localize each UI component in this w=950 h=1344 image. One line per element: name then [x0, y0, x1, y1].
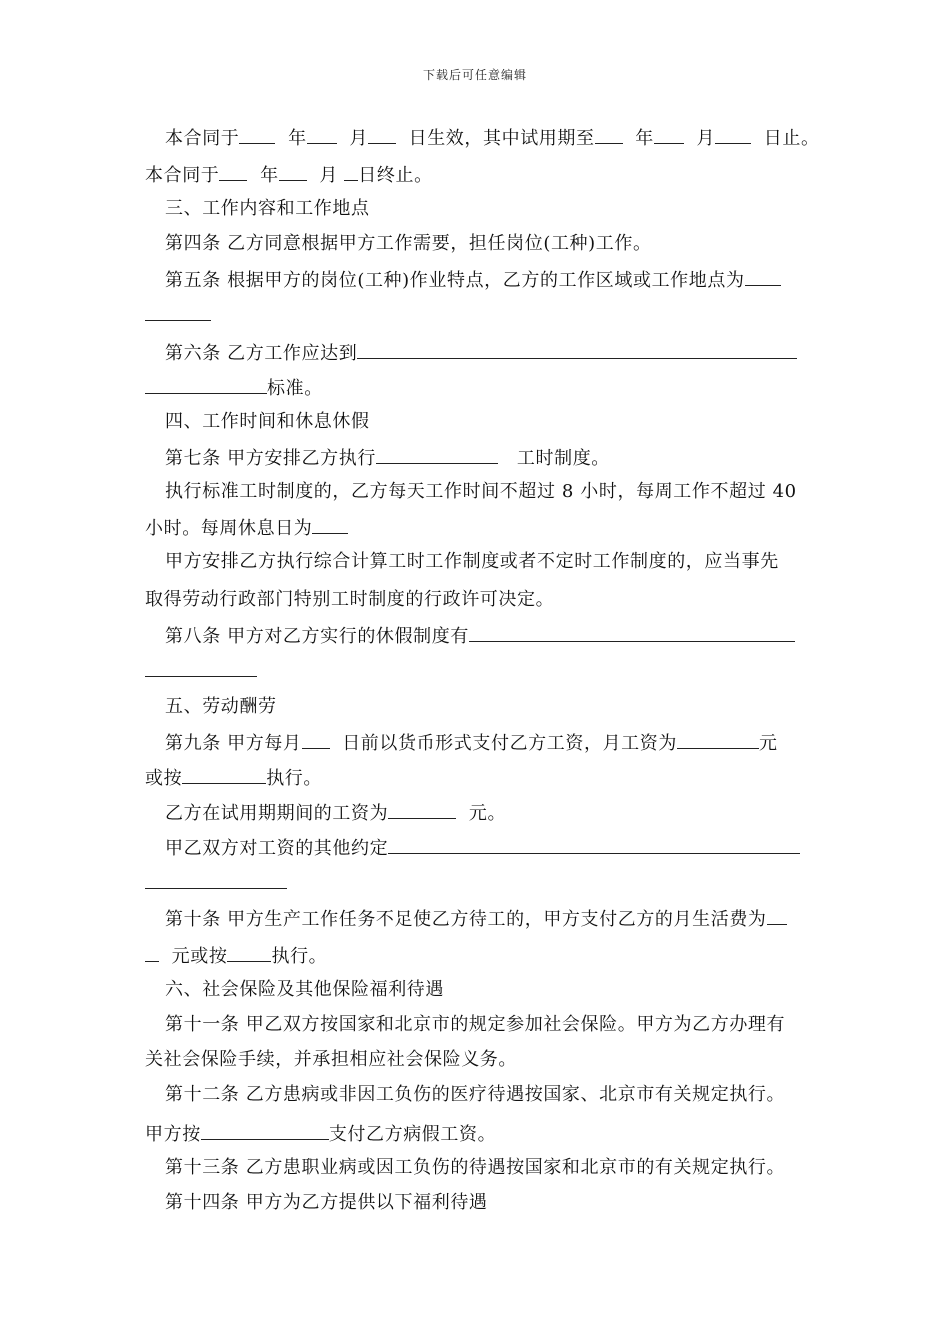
text-segment: 月 [349, 128, 368, 149]
text-segment: 年 [288, 128, 307, 149]
text-segment: 月 [319, 165, 338, 186]
blank-field[interactable] [219, 163, 247, 181]
other-wage-agreement [165, 836, 800, 860]
blank-field[interactable] [279, 163, 307, 181]
blank-field[interactable] [654, 126, 684, 144]
rest-day-text [145, 516, 348, 540]
blank-field[interactable] [767, 907, 787, 925]
article-12: 第十二条 乙方患病或非因工负伤的医疗待遇按国家、北京市有关规定执行。 [165, 1084, 786, 1105]
blank-field[interactable] [145, 303, 211, 321]
blank-field[interactable] [376, 446, 498, 464]
text-segment: 本合同于 [145, 165, 220, 186]
section-heading-6: 六、社会保险及其他保险福利待遇 [165, 979, 444, 1000]
text-segment: 工时制度。 [516, 448, 610, 469]
text-segment: 月 [696, 128, 716, 149]
text-segment: 支付乙方病假工资。 [328, 1124, 497, 1145]
article-11-continuation: 关社会保险手续，并承担相应社会保险义务。 [145, 1049, 517, 1070]
article-8-continuation [145, 659, 257, 683]
blank-field[interactable] [344, 163, 358, 181]
other-wage-continuation [145, 871, 287, 895]
text-segment: 第七条 甲方安排乙方执行 [165, 448, 376, 469]
text-segment: 甲乙双方对工资的其他约定 [165, 838, 389, 859]
article-12-continuation [145, 1122, 496, 1146]
blank-field[interactable] [201, 1122, 329, 1140]
blank-field[interactable] [227, 944, 271, 962]
text-segment: 甲方按 [145, 1124, 201, 1145]
section-heading-5: 五、劳动酬劳 [165, 696, 277, 717]
article-5 [165, 268, 781, 292]
blank-field[interactable] [145, 871, 287, 889]
text-segment: 第九条 甲方每月 [165, 733, 302, 754]
probation-wage [165, 801, 506, 825]
section-heading-3: 三、工作内容和工作地点 [165, 198, 370, 219]
article-10-continuation [145, 944, 327, 968]
article-7 [165, 446, 610, 470]
text-segment: 日生效，其中试用期至 [408, 128, 595, 149]
text-segment: 日终止。 [358, 165, 433, 186]
text-segment: 日止。 [763, 128, 820, 149]
article-13: 第十三条 乙方患职业病或因工负伤的待遇按国家和北京市的有关规定执行。 [165, 1157, 786, 1178]
blank-field[interactable] [145, 376, 267, 394]
text-segment: 执行。 [271, 946, 328, 967]
article-9-continuation [145, 766, 322, 790]
clause-effective-date [165, 126, 820, 150]
blank-field[interactable] [357, 341, 797, 359]
text-segment: 年 [260, 165, 279, 186]
article-5-continuation [145, 303, 211, 327]
clause-termination-date [145, 163, 433, 187]
text-segment: 年 [635, 128, 654, 149]
article-4: 第四条 乙方同意根据甲方工作需要，担任岗位(工种)工作。 [165, 233, 652, 254]
article-10 [165, 907, 787, 931]
article-6 [165, 341, 797, 365]
blank-field[interactable] [745, 268, 781, 286]
article-8 [165, 624, 795, 648]
article-6-continuation [145, 376, 323, 400]
section-heading-4: 四、工作时间和休息休假 [165, 411, 370, 432]
comprehensive-hours-text: 甲方安排乙方执行综合计算工时工作制度或者不定时工作制度的，应当事先 [165, 551, 779, 572]
text-segment: 日前以货币形式支付乙方工资，月工资为 [342, 733, 677, 754]
blank-field[interactable] [388, 836, 800, 854]
blank-field[interactable] [715, 126, 751, 144]
text-segment: 小时。每周休息日为 [145, 518, 313, 539]
text-segment: 或按 [145, 768, 183, 789]
article-11: 第十一条 甲乙双方按国家和北京市的规定参加社会保险。甲方为乙方办理有 [165, 1014, 786, 1035]
page-header: 下载后可任意编辑 [422, 68, 527, 82]
text-segment: 第六条 乙方工作应达到 [165, 343, 358, 364]
blank-field[interactable] [302, 731, 330, 749]
blank-field[interactable] [145, 659, 257, 677]
blank-field[interactable] [239, 126, 275, 144]
text-segment: 元 [759, 733, 778, 754]
article-14: 第十四条 甲方为乙方提供以下福利待遇 [165, 1192, 488, 1213]
blank-field[interactable] [182, 766, 266, 784]
text-segment: 第五条 根据甲方的岗位(工种)作业特点，乙方的工作区域或工作地点为 [165, 270, 745, 291]
blank-field[interactable] [388, 801, 456, 819]
blank-field[interactable] [312, 516, 348, 534]
blank-field[interactable] [595, 126, 623, 144]
blank-field[interactable] [368, 126, 396, 144]
blank-field[interactable] [145, 944, 159, 962]
text-segment: 乙方在试用期期间的工资为 [165, 803, 389, 824]
blank-field[interactable] [469, 624, 795, 642]
blank-field[interactable] [677, 731, 759, 749]
text-segment: 执行。 [266, 768, 323, 789]
text-segment: 标准。 [267, 378, 323, 399]
comprehensive-hours-continuation: 取得劳动行政部门特别工时制度的行政许可决定。 [145, 589, 555, 610]
text-segment: 第十条 甲方生产工作任务不足使乙方待工的，甲方支付乙方的月生活费为 [165, 909, 767, 930]
standard-hours-text: 执行标准工时制度的，乙方每天工作时间不超过 8 小时，每周工作不超过 40 [165, 481, 797, 502]
text-segment: 本合同于 [165, 128, 240, 149]
text-segment: 元或按 [171, 946, 228, 967]
blank-field[interactable] [307, 126, 337, 144]
text-segment: 第八条 甲方对乙方实行的休假制度有 [165, 626, 469, 647]
article-9 [165, 731, 778, 755]
text-segment: 元。 [468, 803, 507, 824]
